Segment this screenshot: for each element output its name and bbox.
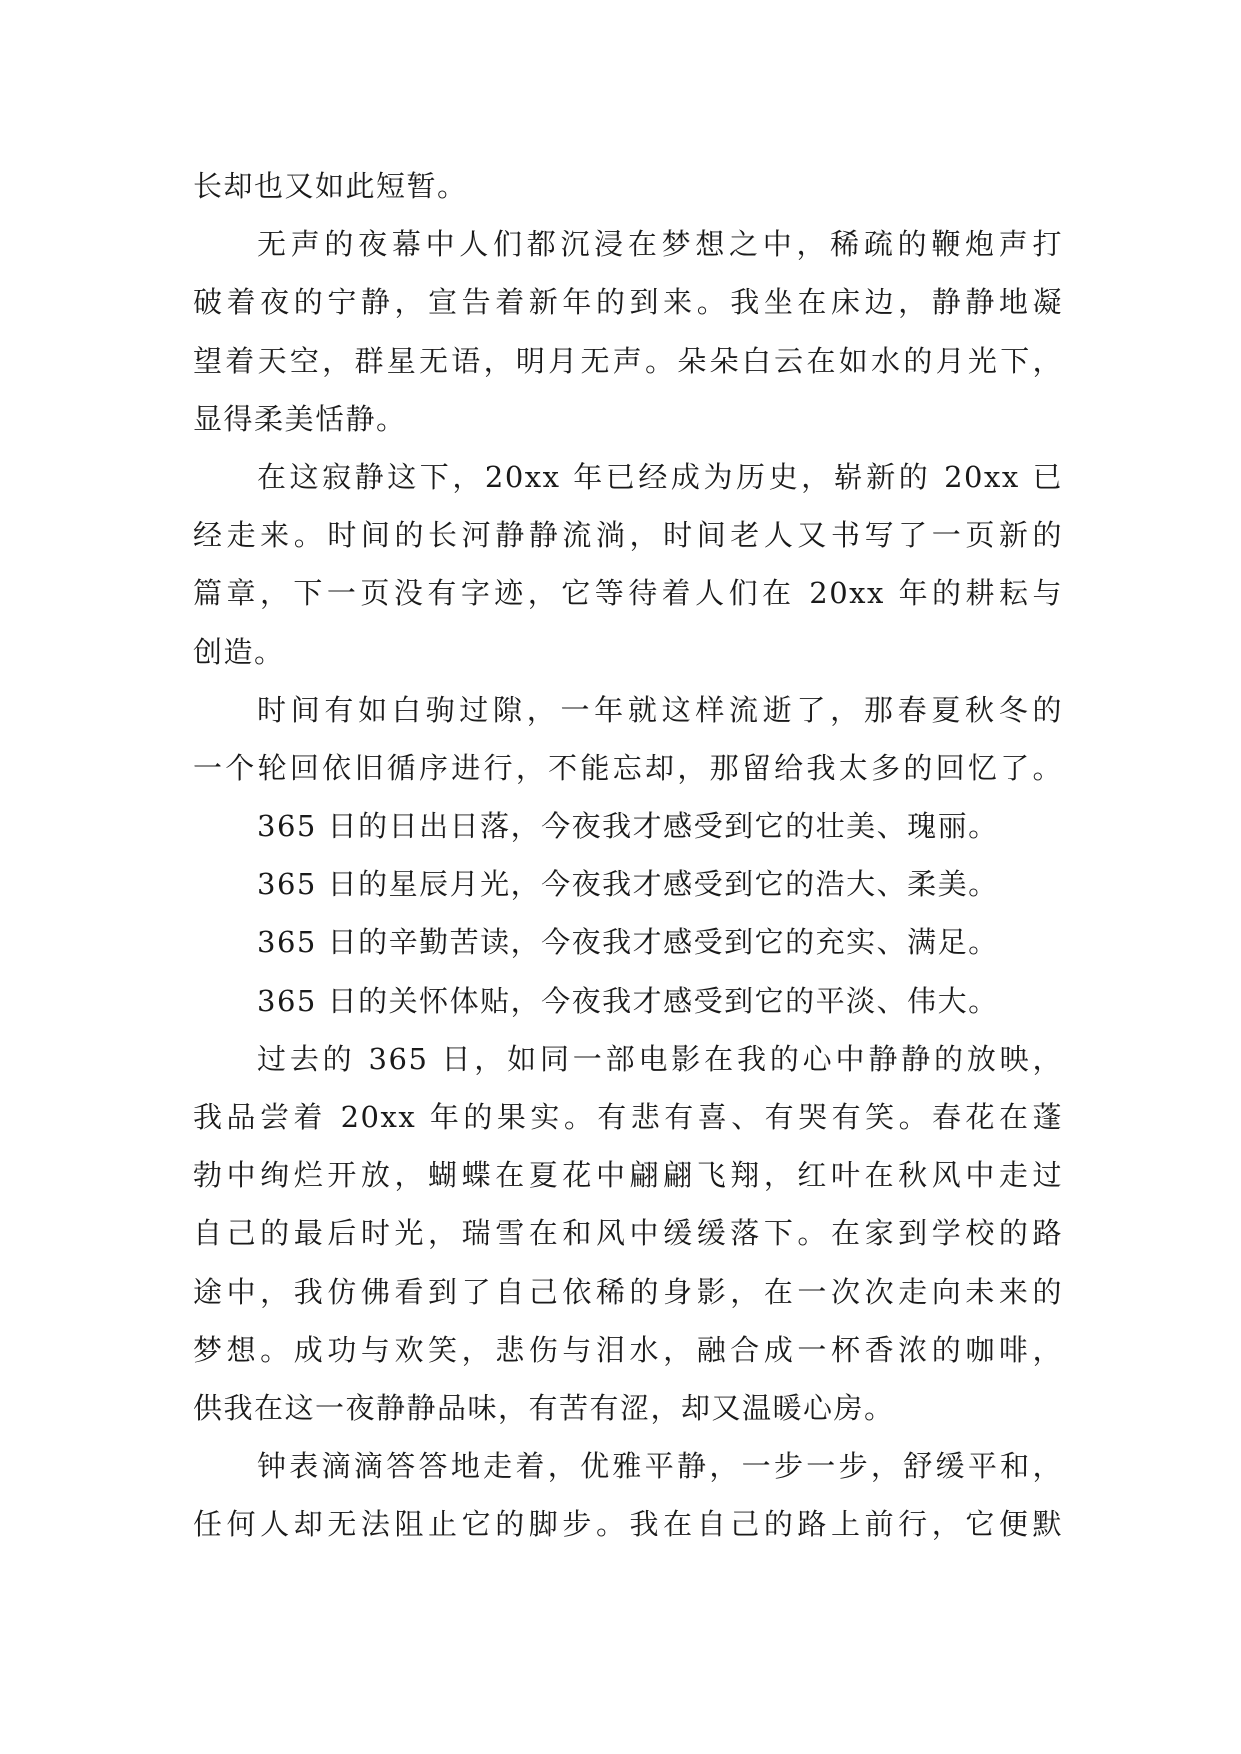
text-line: 一个轮回依旧循序进行，不能忘却，那留给我太多的回忆了。 bbox=[193, 750, 1063, 785]
text-line: 自己的最后时光，瑞雪在和风中缓缓落下。在家到学校的路 bbox=[193, 1216, 1063, 1251]
text-line: 在这寂静这下，20xx 年已经成为历史，崭新的 20xx 已 bbox=[257, 459, 1063, 494]
text-line: 途中，我仿佛看到了自己依稀的身影，在一次次走向未来的 bbox=[193, 1274, 1063, 1309]
text-line: 无声的夜幕中人们都沉浸在梦想之中，稀疏的鞭炮声打 bbox=[257, 227, 1063, 262]
text-line: 过去的 365 日，如同一部电影在我的心中静静的放映， bbox=[257, 1041, 1063, 1076]
text-line: 供我在这一夜静静品味，有苦有涩，却又温暖心房。 bbox=[193, 1390, 895, 1425]
text-line: 365 日的关怀体贴，今夜我才感受到它的平淡、伟大。 bbox=[257, 983, 999, 1018]
text-line: 365 日的星辰月光，今夜我才感受到它的浩大、柔美。 bbox=[257, 867, 999, 902]
text-line: 时间有如白驹过隙，一年就这样流逝了，那春夏秋冬的 bbox=[257, 692, 1063, 727]
text-line: 梦想。成功与欢笑，悲伤与泪水，融合成一杯香浓的咖啡， bbox=[193, 1332, 1063, 1367]
text-line: 任何人却无法阻止它的脚步。我在自己的路上前行，它便默 bbox=[193, 1507, 1063, 1542]
text-line: 望着天空，群星无语，明月无声。朵朵白云在如水的月光下， bbox=[193, 343, 1063, 378]
text-line: 篇章，下一页没有字迹，它等待着人们在 20xx 年的耕耘与 bbox=[193, 576, 1063, 611]
text-line: 显得柔美恬静。 bbox=[193, 401, 407, 436]
text-line: 破着夜的宁静，宣告着新年的到来。我坐在床边，静静地凝 bbox=[193, 285, 1063, 320]
text-line: 创造。 bbox=[193, 634, 285, 669]
text-line: 365 日的日出日落，今夜我才感受到它的壮美、瑰丽。 bbox=[257, 809, 999, 844]
text-line: 勃中绚烂开放，蝴蝶在夏花中翩翩飞翔，红叶在秋风中走过 bbox=[193, 1158, 1063, 1193]
text-line: 经走来。时间的长河静静流淌，时间老人又书写了一页新的 bbox=[193, 518, 1063, 553]
text-line: 长却也又如此短暂。 bbox=[193, 169, 468, 203]
text-line: 我品尝着 20xx 年的果实。有悲有喜、有哭有笑。春花在蓬 bbox=[193, 1100, 1063, 1134]
text-line: 钟表滴滴答答地走着，优雅平静，一步一步，舒缓平和， bbox=[257, 1449, 1063, 1484]
text-line: 365 日的辛勤苦读，今夜我才感受到它的充实、满足。 bbox=[257, 925, 999, 960]
body-text bbox=[193, 157, 1063, 1554]
